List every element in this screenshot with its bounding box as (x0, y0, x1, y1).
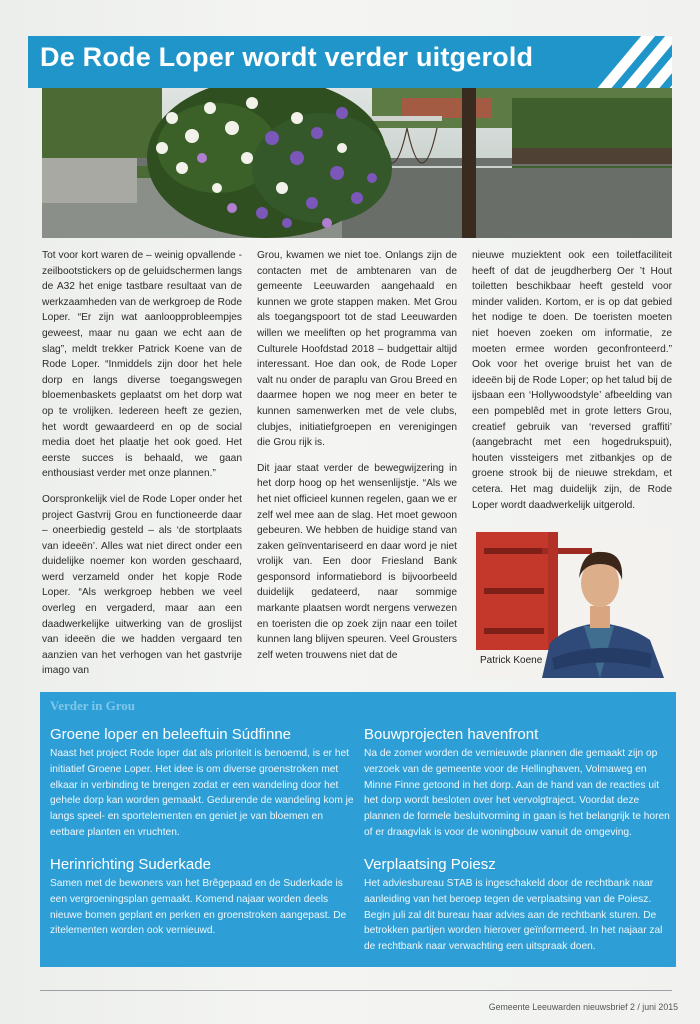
article-column-2 (257, 248, 457, 673)
article-paragraph: nieuwe muziektent ook een toiletfaciliteit heeft of dat de jeugdherberg Oer ’t Hout toiletten beschikbaar heeft gesteld voor minder validen. Kortom, er is op dat gebied het nodige te doen. De toeristen moeten niet hoeven zoeken om informatie, ze moeten ermee worden geconfronteerd.” Ook voor het overige bruist het van de ideeën bij de Rode Loper; op het talud bij de ijsbaan een ‘Hollywoodstyle’ afbeelding van een pompeblêd met in grote letters Grou, creatief gebruik van ‘reversed graffiti’ (aangebracht met een hogedrukspuit), houten vissteigers met zitbankjes op de groene strook bij de nieuwe strekdam, et cetera. Het mag duidelijk zijn, de Rode Loper wordt daadwerkelijk uitgerold. (472, 250, 672, 511)
info-box-title: Verder in Grou (50, 698, 135, 713)
article-column-1 (42, 248, 242, 689)
article-paragraph: Tot voor kort waren de – weinig opvallende - zeilbootstickers op de geluidschermen langs de A32 het enige tastbare resultaat van de werkzaamheden van de werkgroep de Rode Loper. “Er zijn wat aanloopprobleempjes geweest, maar nu gaan we echt aan de slag”, meldt trekker Patrick Koene van de Rode Loper. “Inmiddels zijn door het hele dorp en langs diverse toegangswegen bloemenbaskets geplaatst om het dorp wat op te vrolijken. Iedereen heeft ze gezien, het wordt gewaardeerd en op de social media doet het plaatje het ook goed. Het eerste succes is behaald, we gaan enthousiast verder met onze plannen.” (42, 250, 242, 480)
info-item (364, 726, 670, 841)
article-column-3 (472, 248, 672, 523)
title-banner (28, 36, 672, 88)
footer-text: Gemeente Leeuwarden nieuwsbrief 2 / juni 2015 (488, 1002, 678, 1012)
footer-divider (40, 990, 672, 991)
info-item-heading: Bouwprojecten havenfront (364, 726, 539, 743)
article-paragraph: Dit jaar staat verder de bewegwijzering in het dorp hoog op het wensenlijstje. “Als we het niet officieel kunnen regelen, gaan we er zelf wel mee aan de slag. Het moet gewoon gebeuren. We hebben de huidige stand van zaken geïnventariseerd en daar word je niet vrolijk van. Een door Friesland Bank gesponsord informatiebord is bijvoorbeeld duidelijk gedateerd, naar sommige markante plaatsen wordt nergens verwezen en toeristen die op zoek zijn naar een toilet kunnen lang blijven speuren. Veel Grousters zelf weten trouwens niet dat de (257, 462, 457, 661)
info-item (364, 856, 670, 955)
article-title: De Rode Loper wordt verder uitgerold (40, 42, 534, 72)
info-item-heading: Verplaatsing Poiesz (364, 856, 496, 873)
info-item-text: Naast het project Rode loper dat als prioriteit is benoemd, is er het initiatief Groene Loper. Het idee is om diverse groenstroken met elkaar in verbinding te brengen zodat er een wandeling door het gehele dorp kan worden gemaakt. Gedurende de wandeling kom je langs speel- en sportelementen en geniet je van bloemen en eetbare planten en vruchten. (50, 748, 354, 838)
info-item-heading: Herinrichting Suderkade (50, 856, 211, 873)
info-box (40, 692, 676, 967)
article-paragraph: Oorspronkelijk viel de Rode Loper onder het project Gastvrij Grou en functioneerde daar – oneerbiedig gesteld – als ‘de stortplaats van ideeën’. Alles wat niet direct onder een duidelijke noemer kon worden geschaard, werd verzameld onder het kopje Rode Loper. “Als werkgroep hebben we veel overleg en vergaderd, maar aan een daadwerkelijke uitwerking van de groslijst van ideeën die we hadden vergaard ten aanzien van het verhogen van het gastvrije imago van (42, 493, 242, 677)
flower-photo (42, 88, 672, 238)
info-item-text: Samen met de bewoners van het Brêgepaad en de Suderkade is een vergroeningsplan gemaakt. Komend najaar worden deels nieuwe bomen geplant en perken en groenstroken aangepast. De zitelementen worden ook vernieuwd. (50, 878, 347, 937)
info-item-text: Het adviesbureau STAB is ingeschakeld door de rechtbank naar aanleiding van het beroep tegen de verplaatsing van de Poiesz. Begin juli zal dit bureau haar advies aan de rechtbank sturen. De betrokken partijen worden hierover geïnformeerd. In het najaar zal de rechtbank naar verwachting een uitspraak doen. (364, 878, 663, 953)
portrait-photo (472, 528, 672, 678)
info-item (50, 726, 356, 841)
portrait-caption: Patrick Koene (480, 655, 543, 666)
info-item-heading: Groene loper en beleeftuin Súdfinne (50, 726, 292, 743)
info-item-text: Na de zomer worden de vernieuwde plannen die gemaakt zijn op verzoek van de gemeente voor de Hellinghaven, Volmaweg en Minne Finne getoond in het dorp. Aan de hand van de reacties uit het dorp wordt besloten over het vervolgtraject. Voordat deze plannen de formele besluitvorming in gaan is het belangrijk te horen of er draagvlak is voor de woningbouw vanuit de omgeving. (364, 748, 670, 838)
article-paragraph: Grou, kwamen we niet toe. Onlangs zijn de contacten met de ambtenaren van de gemeente Leeuwarden aangehaald en kunnen we grote stappen maken. Met Grou als toegangspoort tot de stad Leeuwarden willen we meeliften op het programma van Culturele Hoofdstad 2018 – budgettair altijd interessant. Hoe dan ook, de Rode Loper valt nu onder de paraplu van Grou Breed en daarmee hopen we nog meer en beter te kunnen samenwerken met de vele clubs, clubjes, initiatiefgroepen en verenigingen die Grou rijk is. (257, 250, 457, 449)
info-item (50, 856, 356, 939)
